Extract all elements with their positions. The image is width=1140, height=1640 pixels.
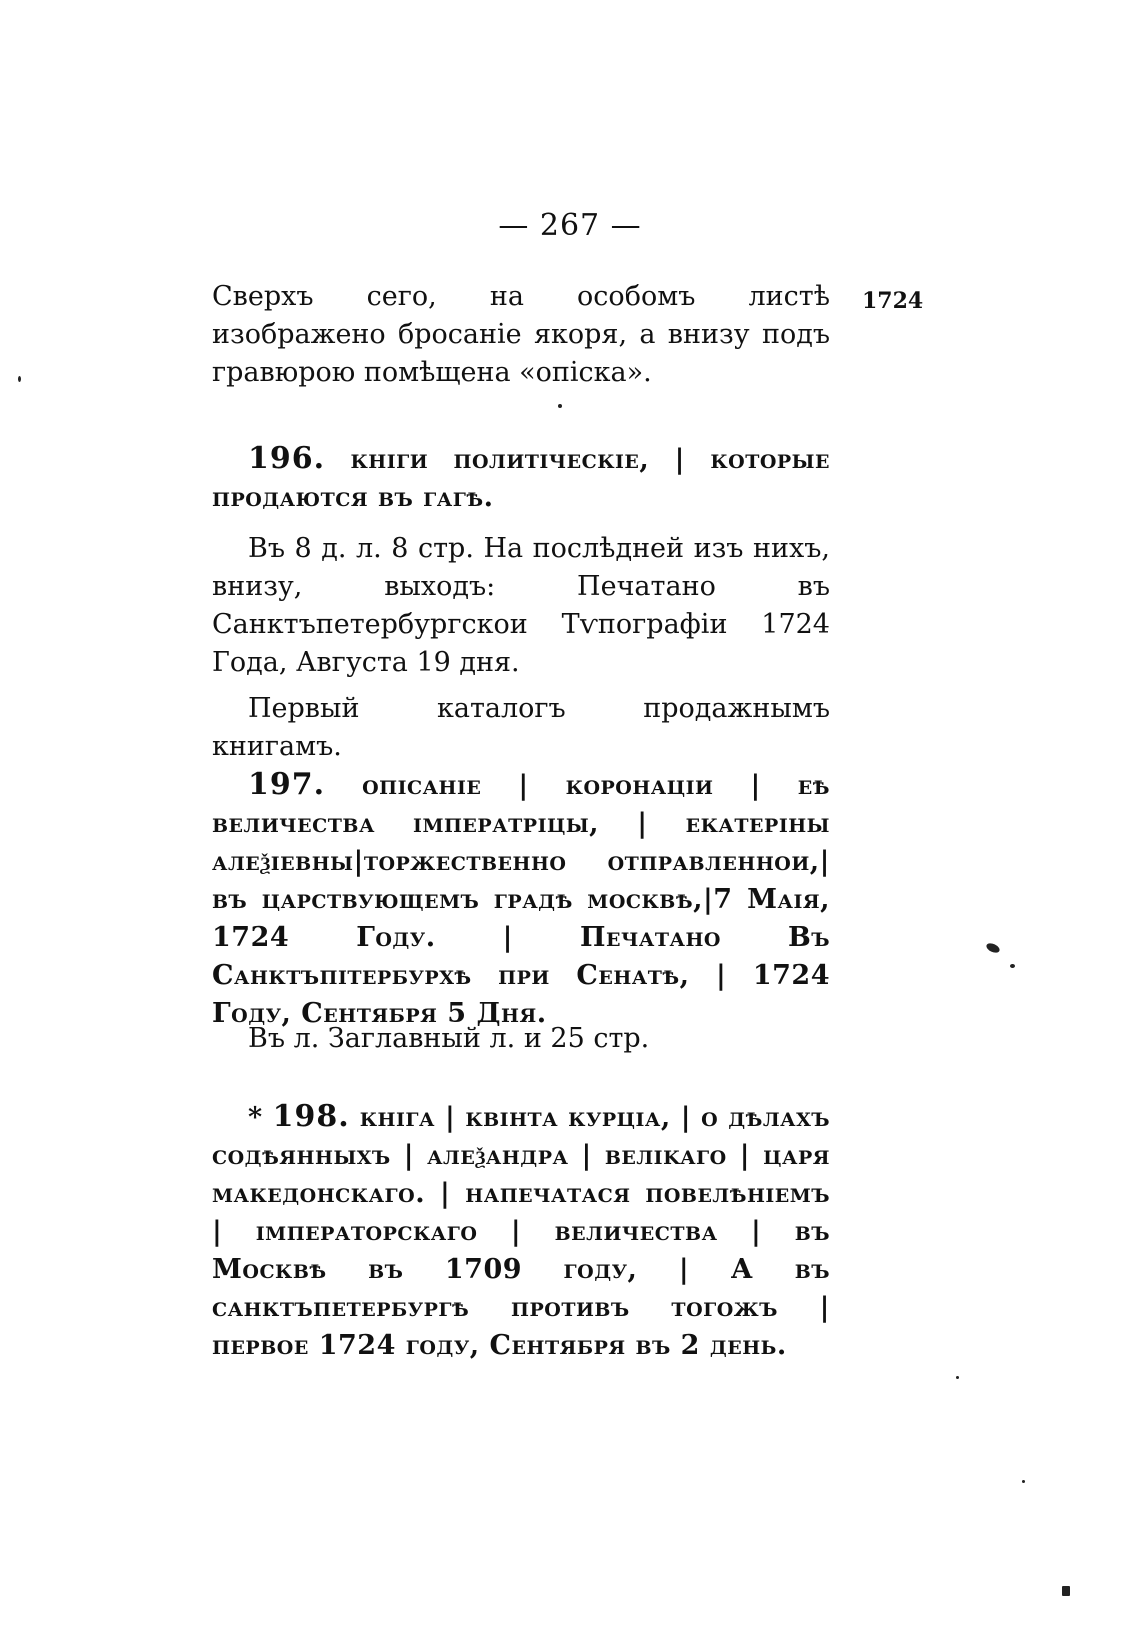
entry-title <box>212 440 830 517</box>
scan-speck <box>1022 1480 1025 1483</box>
entry-title <box>212 766 830 1033</box>
scan-speck <box>18 376 21 382</box>
scan-speck <box>558 404 562 408</box>
entry-196-note: Первый каталогъ продажнымъ книгамъ. <box>212 693 830 762</box>
scan-speck <box>985 941 1001 954</box>
entry-196-description: Въ 8 д. л. 8 стр. На послѣдней изъ нихъ, внизу, выходъ: Печатано въ Санктъпетербургскои Тѵпографіи 1724 Года, Августа 19 дня. <box>212 533 830 678</box>
scan-speck <box>956 1376 959 1379</box>
entry-197-description: Въ л. Заглавный л. и 25 стр. <box>248 1023 650 1054</box>
entry-title-text: кніга | квінта курціа, | о дѣлахъ содѣянныхъ | алеѯандра | веліkаго | царя македонскаго. | напечатася повелѣніемъ | імператорскаго | величества | въ Москвѣ въ 1709 году, | А въ санктъпетербургѣ противъ тогожъ | первое 1724 году, Сентября въ 2 день. <box>212 1102 831 1361</box>
entry-197-title <box>212 766 830 1033</box>
entry-196-title <box>212 440 830 517</box>
entry-198-title <box>212 1098 830 1365</box>
scan-speck <box>1010 964 1015 968</box>
margin-year-note: 1724 <box>862 288 924 314</box>
entry-number: 198. <box>272 1099 350 1134</box>
entry-title <box>212 1098 830 1365</box>
entry-title-text: опісаніе | коронаціи | еѣ величества імператріцы, | екатеріны алеѯіевны|торжественно отправленнои,|въ царствующемъ градѣ москвѣ,|7 Маія, 1724 Году. | Печатано Въ Санктъпітербурхѣ при Сенатѣ, | 1724 Году, Сентября 5 Дня. <box>212 770 830 1029</box>
entry-title-text: кніги политіческіе, | которые продаются въ гагѣ. <box>212 444 830 513</box>
scan-speck <box>1062 1586 1070 1596</box>
intro-paragraph: Сверхъ сего, на особомъ листѣ изображено бросаніе якоря, а внизу подъ гравюрою помѣщена «опіска». <box>212 281 830 388</box>
entry-number: 196. <box>248 441 326 476</box>
page-number: — 267 — <box>498 208 642 243</box>
entry-number: 197. <box>248 767 326 802</box>
asterisk-marker: * <box>248 1102 263 1133</box>
